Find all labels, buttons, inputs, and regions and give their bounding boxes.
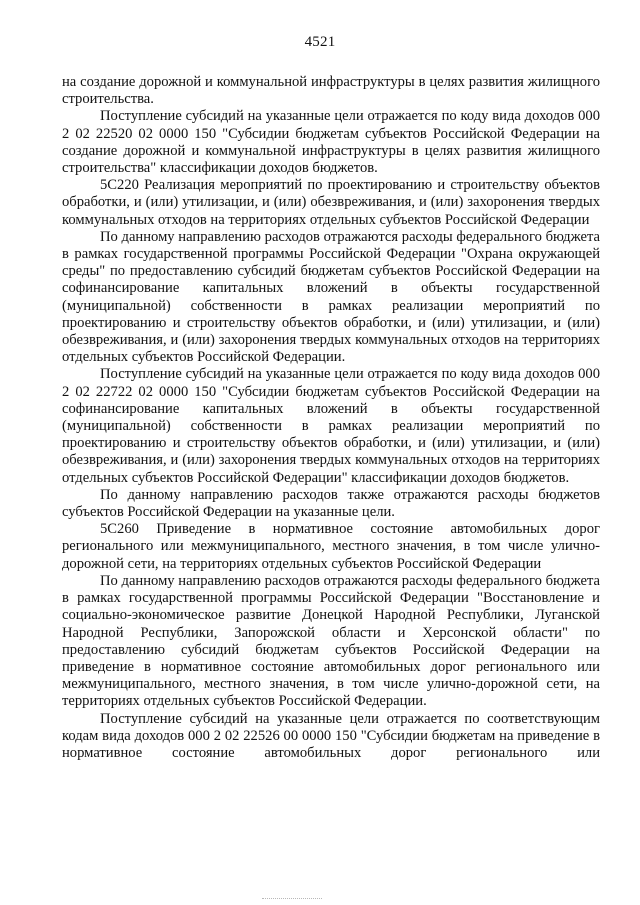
paragraph: на создание дорожной и коммунальной инфраструктуры в целях развития жилищного строительства. — [62, 74, 600, 108]
paragraph: По данному направлению расходов отражаются расходы федерального бюджета в рамках государственной программы Российской Федерации "Восстановление и социально-экономическое развитие Донецкой Народной Республики, Луганской Народной Республики, Запорожской области и Херсонской области" по предоставлению субсидий бюджетам субъектов Российской Федерации на приведение в нормативное состояние автомобильных дорог регионального или межмуниципального, местного значения, в том числе улично-дорожной сети, на территориях отдельных субъектов Российской Федерации. — [62, 572, 600, 710]
section-heading-5c260: 5С260 Приведение в нормативное состояние автомобильных дорог регионального или межмуниципального, местного значения, в том числе улично-дорожной сети, на территориях отдельных субъектов Российской Федерации — [62, 521, 600, 572]
document-body — [62, 74, 600, 762]
paragraph: По данному направлению расходов также отражаются расходы бюджетов субъектов Российской Федерации на указанные цели. — [62, 486, 600, 521]
paragraph: Поступление субсидий на указанные цели отражается по коду вида доходов 000 2 02 22722 02 0000 150 "Субсидии бюджетам субъектов Российской Федерации на софинансирование капитальных вложений в объекты государственной (муниципальной) собственности в рамках реализации мероприятий по проектированию и строительству объектов обработки, и (или) утилизации, и (или) обезвреживания, и (или) захоронения твердых коммунальных отходов на территориях отдельных субъектов Российской Федерации" классификации доходов бюджетов. — [62, 366, 600, 486]
section-heading-5c220: 5С220 Реализация мероприятий по проектированию и строительству объектов обработки, и (или) утилизации, и (или) обезвреживания, и (или) захоронения твердых коммунальных отходов на территориях отдельных субъектов Российской Федерации — [62, 177, 600, 228]
paragraph: Поступление субсидий на указанные цели отражается по коду вида доходов 000 2 02 22520 02 0000 150 "Субсидии бюджетам субъектов Российской Федерации на создание дорожной и коммунальной инфраструктуры в целях развития жилищного строительства" классификации доходов бюджетов. — [62, 108, 600, 177]
paragraph: По данному направлению расходов отражаются расходы федерального бюджета в рамках государственной программы Российской Федерации "Охрана окружающей среды" по предоставлению субсидий бюджетам субъектов Российской Федерации на софинансирование капитальных вложений в объекты государственной (муниципальной) собственности в рамках реализации мероприятий по проектированию и строительству объектов обработки, и (или) утилизации, и (или) обезвреживания, и (или) захоронения твердых коммунальных отходов на территориях отдельных субъектов Российской Федерации. — [62, 228, 600, 366]
page-number: 4521 — [304, 34, 336, 50]
scan-artifact — [262, 898, 322, 900]
paragraph: Поступление субсидий на указанные цели отражается по соответствующим кодам вида доходов 000 2 02 22526 00 0000 150 "Субсидии бюджетам на приведение в нормативное состояние автомобильных дорог регионального или — [62, 710, 600, 761]
